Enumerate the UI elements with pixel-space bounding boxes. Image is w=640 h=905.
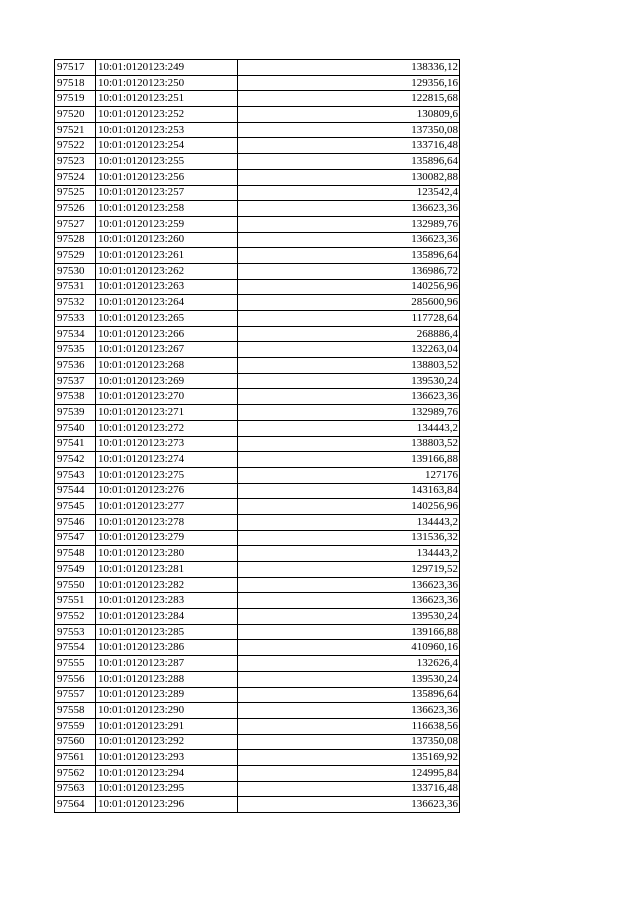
cadastral-code-cell: 10:01:0120123:264 bbox=[96, 295, 238, 311]
cadastral-code-cell: 10:01:0120123:249 bbox=[96, 60, 238, 76]
row-id-cell: 97527 bbox=[55, 216, 96, 232]
table-row bbox=[55, 122, 460, 138]
row-id-cell: 97551 bbox=[55, 593, 96, 609]
cadastral-code-cell: 10:01:0120123:255 bbox=[96, 154, 238, 170]
amount-cell: 132263,04 bbox=[238, 342, 460, 358]
amount-cell: 132989,76 bbox=[238, 216, 460, 232]
cadastral-code-cell: 10:01:0120123:274 bbox=[96, 452, 238, 468]
table-row bbox=[55, 420, 460, 436]
table-row bbox=[55, 609, 460, 625]
table-body bbox=[55, 60, 460, 813]
cadastral-code-cell: 10:01:0120123:277 bbox=[96, 499, 238, 515]
row-id-cell: 97548 bbox=[55, 546, 96, 562]
row-id-cell: 97519 bbox=[55, 91, 96, 107]
amount-cell: 134443,2 bbox=[238, 420, 460, 436]
table-row bbox=[55, 169, 460, 185]
cadastral-code-cell: 10:01:0120123:253 bbox=[96, 122, 238, 138]
cadastral-code-cell: 10:01:0120123:283 bbox=[96, 593, 238, 609]
table-row bbox=[55, 546, 460, 562]
table-row bbox=[55, 75, 460, 91]
cadastral-code-cell: 10:01:0120123:278 bbox=[96, 514, 238, 530]
row-id-cell: 97521 bbox=[55, 122, 96, 138]
amount-cell: 139166,88 bbox=[238, 624, 460, 640]
amount-cell: 136623,36 bbox=[238, 577, 460, 593]
row-id-cell: 97531 bbox=[55, 279, 96, 295]
cadastral-code-cell: 10:01:0120123:265 bbox=[96, 311, 238, 327]
table-row bbox=[55, 765, 460, 781]
cadastral-code-cell: 10:01:0120123:296 bbox=[96, 797, 238, 813]
cadastral-code-cell: 10:01:0120123:267 bbox=[96, 342, 238, 358]
cadastral-code-cell: 10:01:0120123:276 bbox=[96, 483, 238, 499]
table-row bbox=[55, 703, 460, 719]
amount-cell: 129356,16 bbox=[238, 75, 460, 91]
amount-cell: 285600,96 bbox=[238, 295, 460, 311]
table-row bbox=[55, 718, 460, 734]
amount-cell: 133716,48 bbox=[238, 138, 460, 154]
amount-cell: 124995,84 bbox=[238, 765, 460, 781]
amount-cell: 122815,68 bbox=[238, 91, 460, 107]
amount-cell: 138803,52 bbox=[238, 358, 460, 374]
amount-cell: 139530,24 bbox=[238, 671, 460, 687]
row-id-cell: 97534 bbox=[55, 326, 96, 342]
amount-cell: 138336,12 bbox=[238, 60, 460, 76]
amount-cell: 143163,84 bbox=[238, 483, 460, 499]
data-table bbox=[54, 59, 460, 813]
amount-cell: 136623,36 bbox=[238, 703, 460, 719]
amount-cell: 135896,64 bbox=[238, 154, 460, 170]
cadastral-code-cell: 10:01:0120123:257 bbox=[96, 185, 238, 201]
row-id-cell: 97562 bbox=[55, 765, 96, 781]
table-row bbox=[55, 405, 460, 421]
row-id-cell: 97533 bbox=[55, 311, 96, 327]
amount-cell: 139166,88 bbox=[238, 452, 460, 468]
row-id-cell: 97517 bbox=[55, 60, 96, 76]
cadastral-code-cell: 10:01:0120123:294 bbox=[96, 765, 238, 781]
row-id-cell: 97536 bbox=[55, 358, 96, 374]
amount-cell: 140256,96 bbox=[238, 499, 460, 515]
cadastral-code-cell: 10:01:0120123:254 bbox=[96, 138, 238, 154]
table-row bbox=[55, 687, 460, 703]
cadastral-code-cell: 10:01:0120123:273 bbox=[96, 436, 238, 452]
table-row bbox=[55, 279, 460, 295]
table-row bbox=[55, 216, 460, 232]
table-row bbox=[55, 483, 460, 499]
table-row bbox=[55, 577, 460, 593]
cadastral-code-cell: 10:01:0120123:279 bbox=[96, 530, 238, 546]
amount-cell: 268886,4 bbox=[238, 326, 460, 342]
table-row bbox=[55, 232, 460, 248]
row-id-cell: 97528 bbox=[55, 232, 96, 248]
row-id-cell: 97564 bbox=[55, 797, 96, 813]
cadastral-code-cell: 10:01:0120123:271 bbox=[96, 405, 238, 421]
cadastral-code-cell: 10:01:0120123:260 bbox=[96, 232, 238, 248]
row-id-cell: 97522 bbox=[55, 138, 96, 154]
row-id-cell: 97541 bbox=[55, 436, 96, 452]
table-row bbox=[55, 295, 460, 311]
row-id-cell: 97535 bbox=[55, 342, 96, 358]
table-row bbox=[55, 797, 460, 813]
row-id-cell: 97520 bbox=[55, 107, 96, 123]
row-id-cell: 97545 bbox=[55, 499, 96, 515]
table-row bbox=[55, 671, 460, 687]
table-row bbox=[55, 530, 460, 546]
table-row bbox=[55, 750, 460, 766]
table-row bbox=[55, 248, 460, 264]
row-id-cell: 97544 bbox=[55, 483, 96, 499]
table-row bbox=[55, 326, 460, 342]
cadastral-code-cell: 10:01:0120123:293 bbox=[96, 750, 238, 766]
row-id-cell: 97540 bbox=[55, 420, 96, 436]
cadastral-code-cell: 10:01:0120123:256 bbox=[96, 169, 238, 185]
amount-cell: 136623,36 bbox=[238, 201, 460, 217]
row-id-cell: 97558 bbox=[55, 703, 96, 719]
cadastral-code-cell: 10:01:0120123:280 bbox=[96, 546, 238, 562]
amount-cell: 127176 bbox=[238, 467, 460, 483]
row-id-cell: 97524 bbox=[55, 169, 96, 185]
cadastral-code-cell: 10:01:0120123:270 bbox=[96, 389, 238, 405]
amount-cell: 136623,36 bbox=[238, 593, 460, 609]
amount-cell: 135896,64 bbox=[238, 248, 460, 264]
row-id-cell: 97530 bbox=[55, 263, 96, 279]
cadastral-code-cell: 10:01:0120123:287 bbox=[96, 656, 238, 672]
amount-cell: 117728,64 bbox=[238, 311, 460, 327]
amount-cell: 136986,72 bbox=[238, 263, 460, 279]
amount-cell: 140256,96 bbox=[238, 279, 460, 295]
cadastral-code-cell: 10:01:0120123:292 bbox=[96, 734, 238, 750]
table-row bbox=[55, 624, 460, 640]
amount-cell: 134443,2 bbox=[238, 514, 460, 530]
cadastral-code-cell: 10:01:0120123:285 bbox=[96, 624, 238, 640]
table-row bbox=[55, 342, 460, 358]
cadastral-code-cell: 10:01:0120123:262 bbox=[96, 263, 238, 279]
table-row bbox=[55, 311, 460, 327]
row-id-cell: 97526 bbox=[55, 201, 96, 217]
amount-cell: 116638,56 bbox=[238, 718, 460, 734]
row-id-cell: 97529 bbox=[55, 248, 96, 264]
table-row bbox=[55, 499, 460, 515]
row-id-cell: 97553 bbox=[55, 624, 96, 640]
amount-cell: 135169,92 bbox=[238, 750, 460, 766]
amount-cell: 123542,4 bbox=[238, 185, 460, 201]
table-row bbox=[55, 107, 460, 123]
amount-cell: 136623,36 bbox=[238, 797, 460, 813]
cadastral-code-cell: 10:01:0120123:269 bbox=[96, 373, 238, 389]
amount-cell: 410960,16 bbox=[238, 640, 460, 656]
amount-cell: 130082,88 bbox=[238, 169, 460, 185]
cadastral-code-cell: 10:01:0120123:263 bbox=[96, 279, 238, 295]
table-row bbox=[55, 640, 460, 656]
cadastral-code-cell: 10:01:0120123:261 bbox=[96, 248, 238, 264]
cadastral-code-cell: 10:01:0120123:288 bbox=[96, 671, 238, 687]
amount-cell: 134443,2 bbox=[238, 546, 460, 562]
table-row bbox=[55, 185, 460, 201]
cadastral-code-cell: 10:01:0120123:284 bbox=[96, 609, 238, 625]
cadastral-code-cell: 10:01:0120123:275 bbox=[96, 467, 238, 483]
row-id-cell: 97563 bbox=[55, 781, 96, 797]
cadastral-code-cell: 10:01:0120123:250 bbox=[96, 75, 238, 91]
amount-cell: 137350,08 bbox=[238, 734, 460, 750]
amount-cell: 136623,36 bbox=[238, 389, 460, 405]
amount-cell: 131536,32 bbox=[238, 530, 460, 546]
cadastral-code-cell: 10:01:0120123:290 bbox=[96, 703, 238, 719]
table-row bbox=[55, 656, 460, 672]
amount-cell: 136623,36 bbox=[238, 232, 460, 248]
table-row bbox=[55, 91, 460, 107]
row-id-cell: 97546 bbox=[55, 514, 96, 530]
table-row bbox=[55, 562, 460, 578]
table-row bbox=[55, 514, 460, 530]
row-id-cell: 97539 bbox=[55, 405, 96, 421]
table-row bbox=[55, 436, 460, 452]
amount-cell: 132626,4 bbox=[238, 656, 460, 672]
cadastral-code-cell: 10:01:0120123:295 bbox=[96, 781, 238, 797]
row-id-cell: 97560 bbox=[55, 734, 96, 750]
row-id-cell: 97525 bbox=[55, 185, 96, 201]
cadastral-code-cell: 10:01:0120123:282 bbox=[96, 577, 238, 593]
row-id-cell: 97561 bbox=[55, 750, 96, 766]
row-id-cell: 97552 bbox=[55, 609, 96, 625]
row-id-cell: 97547 bbox=[55, 530, 96, 546]
table-row bbox=[55, 593, 460, 609]
cadastral-code-cell: 10:01:0120123:259 bbox=[96, 216, 238, 232]
table-row bbox=[55, 358, 460, 374]
amount-cell: 129719,52 bbox=[238, 562, 460, 578]
table-row bbox=[55, 263, 460, 279]
amount-cell: 130809,6 bbox=[238, 107, 460, 123]
table-row bbox=[55, 201, 460, 217]
table-row bbox=[55, 734, 460, 750]
row-id-cell: 97537 bbox=[55, 373, 96, 389]
amount-cell: 139530,24 bbox=[238, 609, 460, 625]
row-id-cell: 97554 bbox=[55, 640, 96, 656]
cadastral-code-cell: 10:01:0120123:272 bbox=[96, 420, 238, 436]
row-id-cell: 97538 bbox=[55, 389, 96, 405]
table-row bbox=[55, 60, 460, 76]
amount-cell: 139530,24 bbox=[238, 373, 460, 389]
table-row bbox=[55, 467, 460, 483]
cadastral-code-cell: 10:01:0120123:258 bbox=[96, 201, 238, 217]
amount-cell: 132989,76 bbox=[238, 405, 460, 421]
row-id-cell: 97549 bbox=[55, 562, 96, 578]
row-id-cell: 97518 bbox=[55, 75, 96, 91]
cadastral-code-cell: 10:01:0120123:281 bbox=[96, 562, 238, 578]
cadastral-code-cell: 10:01:0120123:268 bbox=[96, 358, 238, 374]
cadastral-code-cell: 10:01:0120123:251 bbox=[96, 91, 238, 107]
row-id-cell: 97557 bbox=[55, 687, 96, 703]
cadastral-code-cell: 10:01:0120123:291 bbox=[96, 718, 238, 734]
cadastral-code-cell: 10:01:0120123:289 bbox=[96, 687, 238, 703]
table-row bbox=[55, 781, 460, 797]
row-id-cell: 97543 bbox=[55, 467, 96, 483]
table-row bbox=[55, 138, 460, 154]
amount-cell: 135896,64 bbox=[238, 687, 460, 703]
table-row bbox=[55, 154, 460, 170]
row-id-cell: 97556 bbox=[55, 671, 96, 687]
amount-cell: 138803,52 bbox=[238, 436, 460, 452]
cadastral-code-cell: 10:01:0120123:286 bbox=[96, 640, 238, 656]
table-row bbox=[55, 452, 460, 468]
amount-cell: 137350,08 bbox=[238, 122, 460, 138]
amount-cell: 133716,48 bbox=[238, 781, 460, 797]
cadastral-code-cell: 10:01:0120123:252 bbox=[96, 107, 238, 123]
row-id-cell: 97555 bbox=[55, 656, 96, 672]
row-id-cell: 97559 bbox=[55, 718, 96, 734]
row-id-cell: 97523 bbox=[55, 154, 96, 170]
table-row bbox=[55, 389, 460, 405]
row-id-cell: 97532 bbox=[55, 295, 96, 311]
row-id-cell: 97542 bbox=[55, 452, 96, 468]
table-row bbox=[55, 373, 460, 389]
cadastral-code-cell: 10:01:0120123:266 bbox=[96, 326, 238, 342]
row-id-cell: 97550 bbox=[55, 577, 96, 593]
